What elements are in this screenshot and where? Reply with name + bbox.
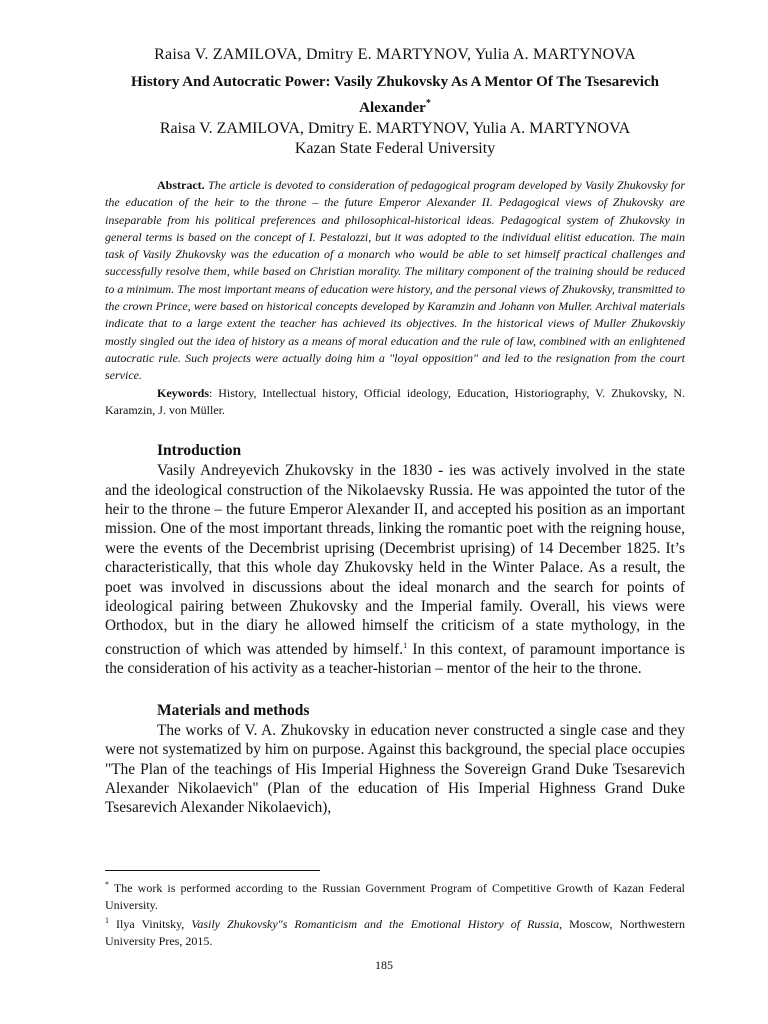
affiliation: Kazan State Federal University [294,140,496,157]
footnote-star-marker: * [105,880,109,889]
abstract [105,177,685,385]
methods-paragraph: The works of V. A. Zhukovsky in education never constructed a single case and they were not systematized by him on purpose. Against this background, the special place occupies "The Plan of the teachings of His Imperial Highness the Sovereign Grand Duke Tsesarevich Alexander Nikolaevich" (Plan of the education of His Imperial Highness Grand Duke Tsesarevich Alexander Nikolaevich), [105,721,685,817]
paper-title-text: History And Autocratic Power: Vasily Zhukovsky As A Mentor Of The Tsesarevich Alexander [131,74,659,116]
footnote-1 [105,913,685,949]
paper-title [105,72,685,119]
footnote-1-marker: 1 [105,916,109,925]
introduction-paragraph [105,461,685,679]
page-content [105,44,685,818]
introduction-heading: Introduction [157,442,242,460]
introduction-text: Vasily Andreyevich Zhukovsky in the 1830 - ies was actively involved in the state and the ideological construction of the Nikolaevsky Russia. He was appointed the tutor of the heir to the throne – the future Emperor Alexander II, and accepted his position as an important mission. One of the most important threads, linking the romantic poet with the reigning house, were the events of the Decembrist uprising (Decembrist uprising) of 14 December 1825. It’s characteristically, that this whole day Zhukovsky held in the Winter Palace. As a result, the poet was involved in discussions about the ideal monarch and the search for points of ideological pairing between Zhukovsky and the Imperial family. Overall, his views were Orthodox, but in the diary he allowed himself the criticism of a state mythology, in the construction of which was attended by himself. [105,462,685,658]
introduction-text-cont: In this context, of paramount importance is the consideration of his activity as a teacher-historian – mentor of the heir to the throne. [105,640,686,678]
footnote-star [105,877,685,913]
abstract-text: The article is devoted to consideration of pedagogical program developed by Vasily Zhukovsky for the education of the heir to the throne – the future Emperor Alexander II. Pedagogical views of Zhukovsky are inseparable from his political preferences and philosophical-historical ideas. Pedagogical system of Zhukovsky in general terms is based on the concept of I. Pestalozzi, but it was adopted to the individual elitist education. The main task of Vasily Zhukovsky was the education of a monarch who would be able to set himself practical challenges and successfully resolve them, while based on Christian morality. The military component of the training should be reduced to a minimum. The most important means of education were history, and the personal views of Zhukovsky, transmitted to the crown Prince, were based on historical concepts developed by Karamzin and Johann von Muller. Archival materials indicate that to a large extent the teacher has achieved its objectives. In the historical views of Muller Zhukovskiy mostly singled out the idea of history as a means of moral education and the rule of law, combined with an enlightened autocratic rule. Such projects were actually doing him a "loyal opposition" and led to the resignation from the court service. [105,178,686,383]
abstract-label: Abstract. [157,178,205,192]
footnote-divider [105,870,320,871]
keywords-text: : History, Intellectual history, Official ideology, Education, Historiography, V. Zhukovsky, N. Karamzin, J. von Müller. [105,385,685,417]
footnote-star-text: The work is performed according to the Russian Government Program of Competitive Growth of Kazan Federal University. [105,881,685,912]
keywords-label: Keywords [157,385,209,400]
footnote-1-text-pre: Ilya Vinitsky, [109,917,192,931]
footnote-1-cited-title: Vasily Zhukovsky"s Romanticism and the Emotional History of Russia [191,917,560,931]
title-footnote-marker: * [425,98,431,109]
footnote-1-text-post: , Moscow, Northwestern University Pres, 2015. [105,917,686,948]
authors: Raisa V. ZAMILOVA, Dmitry E. MARTYNOV, Yulia A. MARTYNOVA [159,120,631,137]
footnote-ref-1[interactable]: 1 [403,640,408,650]
running-head-authors: Raisa V. ZAMILOVA, Dmitry E. MARTYNOV, Yulia A. MARTYNOVA [154,46,636,63]
page-number: 185 [375,958,393,972]
footnotes [105,877,685,949]
keywords [105,385,685,420]
methods-heading: Materials and methods [157,701,310,719]
